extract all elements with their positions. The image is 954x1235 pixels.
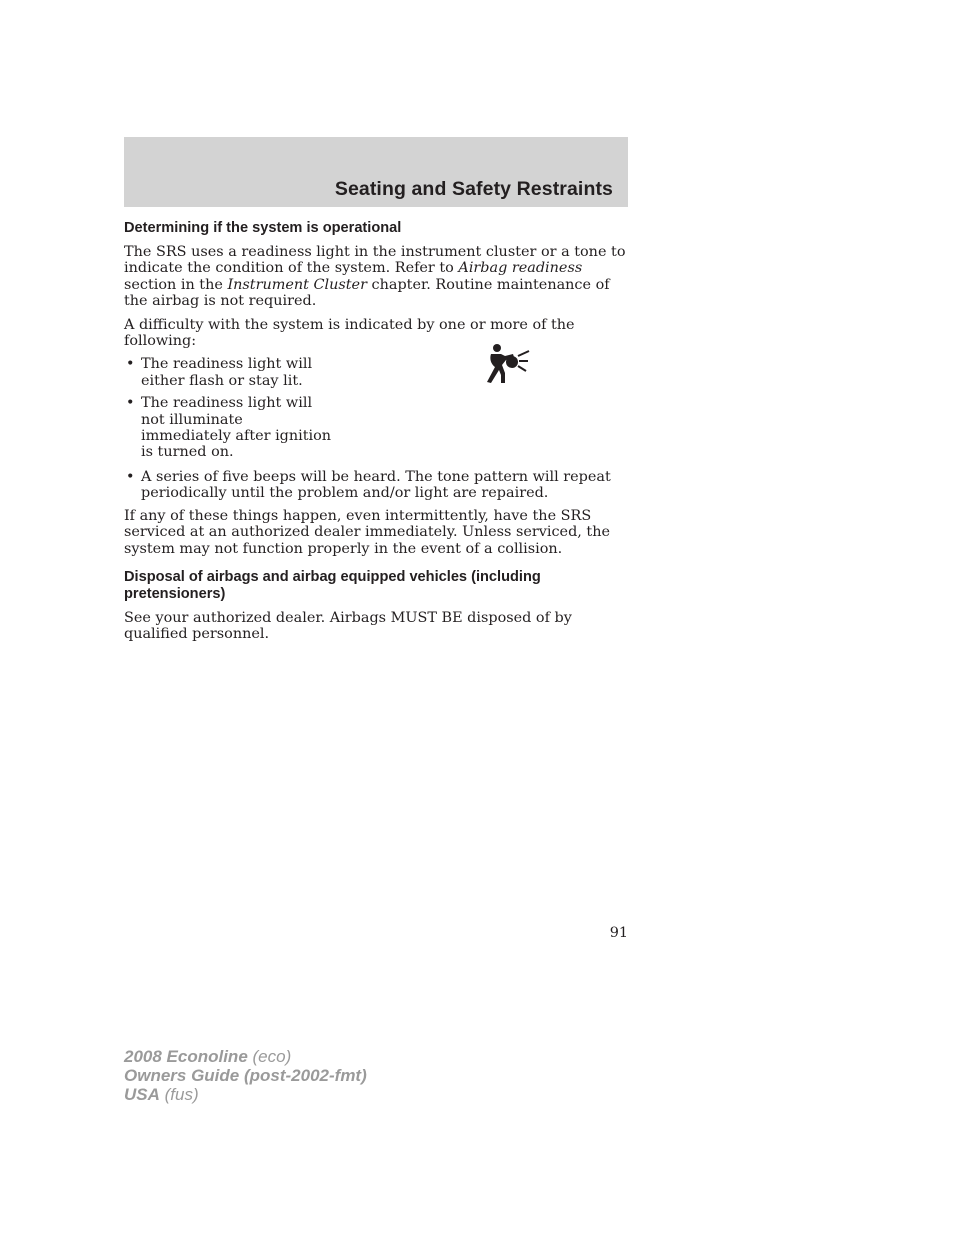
bullet: • — [126, 356, 135, 373]
footer-market: USA — [124, 1085, 160, 1104]
list-item — [124, 395, 336, 461]
list-item-text: The readiness light will either flash or stay lit. — [141, 356, 313, 389]
list-item-text: The readiness light will not illuminate immediately after ignition is turned on. — [141, 395, 332, 461]
section-title: Seating and Safety Restraints — [334, 178, 613, 200]
reference-airbag-readiness: Airbag readiness — [458, 260, 583, 277]
paragraph-srs-readiness — [124, 244, 628, 310]
paragraph-disposal: See your authorized dealer. Airbags MUST BE disposed of by qualified personnel. — [124, 609, 572, 643]
bullet: • — [126, 395, 135, 412]
document-footer — [124, 1047, 367, 1104]
paragraph-difficulty: A difficulty with the system is indicated by one or more of the following: — [124, 316, 575, 350]
subheading-operational: Determining if the system is operational — [124, 220, 402, 236]
page-content — [124, 220, 628, 650]
footer-market-code: (fus) — [164, 1085, 199, 1104]
subheading-disposal: Disposal of airbags and airbag equipped vehicles (including pretensioners) — [124, 568, 541, 602]
page-number: 91 — [609, 925, 628, 941]
footer-line — [124, 1047, 367, 1066]
footer-guide: Owners Guide (post-2002-fmt) — [124, 1066, 367, 1085]
footer-model-code: (eco) — [252, 1047, 292, 1066]
text: chapter. Routine maintenance of the airbag is not required. — [124, 276, 610, 310]
airbag-warning-icon — [484, 342, 532, 384]
list-item — [124, 356, 356, 389]
section-header-band — [124, 137, 628, 207]
reference-instrument-cluster: Instrument Cluster — [227, 276, 367, 293]
paragraph-service: If any of these things happen, even intermittently, have the SRS serviced at an authorized dealer immediately. Unless serviced, the system may not function properly in the event of a collision. — [124, 507, 610, 557]
footer-model: 2008 Econoline — [124, 1047, 248, 1066]
text: The SRS uses a readiness light in the instrument cluster or a tone to indicate the condition of the system. Refer to — [124, 244, 626, 277]
list-item-text: A series of five beeps will be heard. The tone pattern will repeat periodically until the problem and/or light are repaired. — [141, 468, 611, 502]
list-item — [124, 469, 611, 502]
bullet: • — [126, 468, 135, 485]
text: section in the — [124, 276, 228, 293]
symptom-list — [124, 356, 628, 501]
footer-line — [124, 1085, 367, 1104]
footer-line — [124, 1066, 367, 1085]
